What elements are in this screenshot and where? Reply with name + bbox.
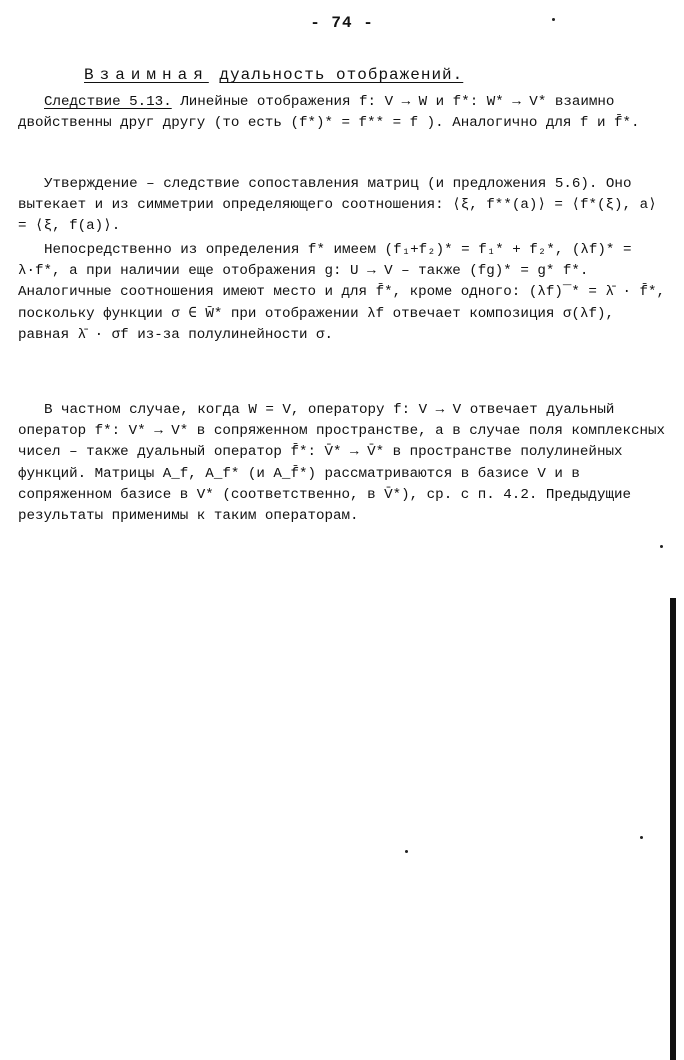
- scan-speck: [405, 850, 408, 853]
- heading-rest: дуальность отображений.: [219, 66, 464, 84]
- proof-paragraph: [18, 174, 668, 238]
- properties-text: Непосредственно из определения f* имеем (f₁+f₂)* = f₁* + f₂*, (λf)* = λ·f*, а при наличии еще отображения g: U → V – также (fg)* = g* f*. Аналогичные соотношения имеют место и для f̄*, кроме одного: (λf)‾* = λ̄ · f̄*, поскольку функции σ ∈ W̄* при отображении λf отвечает композиция σ(λf), равная λ̄ · σf из-за полулинейности σ.: [18, 242, 666, 343]
- scan-speck: [552, 18, 555, 21]
- heading-spaced-word: Взаимная: [84, 66, 209, 84]
- special-case-paragraph: [18, 400, 668, 527]
- corollary-text: Линейные отображения f: V → W и f*: W* → V* взаимно двойственны друг другу (то есть (f*)* = f** = f ). Аналогично для f и f̄*.: [18, 94, 640, 132]
- scan-speck: [640, 836, 643, 839]
- corollary-paragraph: [18, 92, 668, 134]
- scan-speck: [660, 545, 663, 548]
- scan-edge-rule: [670, 598, 676, 1060]
- corollary-label: Следствие 5.13.: [44, 94, 172, 110]
- page-number: - 74 -: [310, 14, 374, 32]
- properties-paragraph: [18, 240, 668, 346]
- section-heading: [84, 66, 463, 84]
- proof-text: Утверждение – следствие сопоставления матриц (и предложения 5.6). Оно вытекает и из симметрии определяющего соотношения: ⟨ξ, f**(a)⟩ = ⟨f*(ξ), a⟩ = ⟨ξ, f(a)⟩.: [18, 176, 657, 235]
- special-case-text: В частном случае, когда W = V, оператору f: V → V отвечает дуальный оператор f*: V* → V* в сопряженном пространстве, а в случае поля комплексных чисел – также дуальный оператор f̄*: V̄* → V̄* в пространстве полулинейных функций. Матрицы A_f, A_f* (и A_f̄*) рассматриваются в базисе V и в сопряженном базисе в V* (соответственно, в V̄*), ср. с п. 4.2. Предыдущие результаты применимы к таким операторам.: [18, 402, 666, 525]
